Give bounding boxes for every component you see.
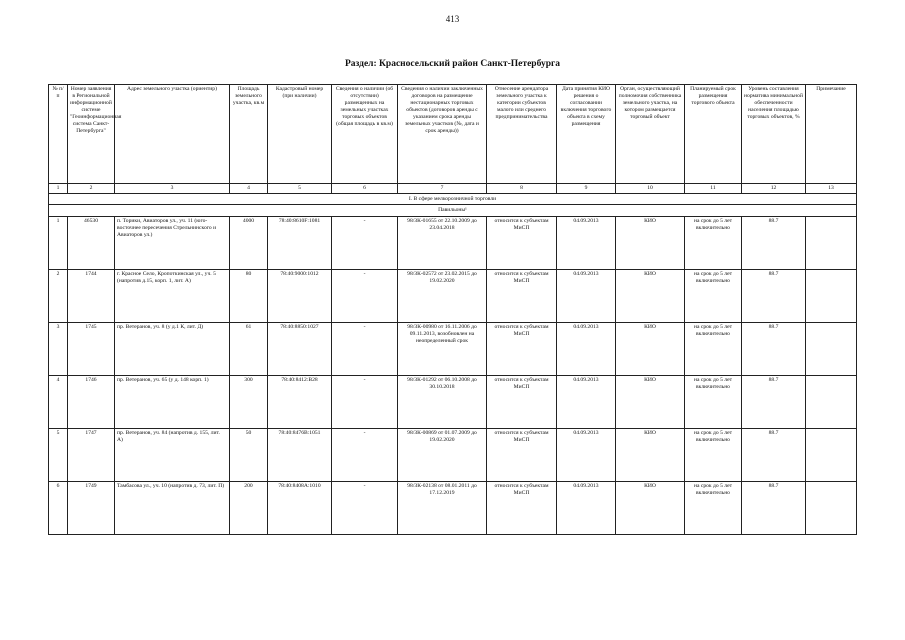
header-cell: Примечание xyxy=(806,85,857,184)
cell-contract: 98/ЗК-01292 от 06.10.2008 до 30.10.2018 xyxy=(398,376,487,429)
header-cell: Кадастровый номер (при наличии) xyxy=(268,85,332,184)
column-number: 6 xyxy=(332,184,398,194)
page-number: 413 xyxy=(445,14,460,24)
cell-objects: - xyxy=(332,482,398,535)
cell-cadastral: 78:40:8850:1027 xyxy=(268,323,332,376)
header-cell: Орган, осуществляющий полномочия собственника земельного участка, на котором размещается торговый объект xyxy=(616,85,685,184)
cell-objects: - xyxy=(332,376,398,429)
cell-objects: - xyxy=(332,323,398,376)
header-cell: № п/п xyxy=(49,85,68,184)
cell-date: 04.09.2013 xyxy=(557,217,616,270)
cell-sme: относится к субъектам МиСП xyxy=(487,482,557,535)
cell-area: 200 xyxy=(230,482,268,535)
cell-address: Тамбасова ул., уч. 10 (напротив д. 73, лит. П) xyxy=(115,482,230,535)
cell-note xyxy=(806,376,857,429)
column-number: 5 xyxy=(268,184,332,194)
cell-sme: относится к субъектам МиСП xyxy=(487,270,557,323)
cell-level: 88.7 xyxy=(742,217,806,270)
table-row xyxy=(49,482,857,535)
cell-application: 1749 xyxy=(68,482,115,535)
cell-cadastral: 78:40:8610F:1081 xyxy=(268,217,332,270)
cell-date: 04.09.2013 xyxy=(557,429,616,482)
header-cell: Сведения о наличии (об отсутствии) размещенных на земельных участках торговых объектов (общая площадь в кв.м) xyxy=(332,85,398,184)
cell-level: 88.7 xyxy=(742,270,806,323)
cell-date: 04.09.2013 xyxy=(557,482,616,535)
cell-term: на срок до 5 лет включительно xyxy=(685,376,742,429)
column-number: 3 xyxy=(115,184,230,194)
header-cell: Номер заявления в Региональной информационной системе "Геоинформационная система Санкт-Петербурга" xyxy=(68,85,115,184)
cell-area: 80 xyxy=(230,270,268,323)
cell-number: 6 xyxy=(49,482,68,535)
cell-contract: 98/ЗК-02572 от 23.02.2015 до 19.02.2020 xyxy=(398,270,487,323)
header-cell: Площадь земельного участка, кв.м xyxy=(230,85,268,184)
cell-term: на срок до 5 лет включительно xyxy=(685,217,742,270)
header-cell: Дата принятия КИО решения о согласовании включения торгового объекта в схему размещения xyxy=(557,85,616,184)
cell-level: 88.7 xyxy=(742,376,806,429)
cell-objects: - xyxy=(332,270,398,323)
column-number-row xyxy=(49,184,857,194)
cell-cadastral: 78:40:9000:1012 xyxy=(268,270,332,323)
cell-area: 4000 xyxy=(230,217,268,270)
cell-note xyxy=(806,429,857,482)
table-row xyxy=(49,429,857,482)
cell-term: на срок до 5 лет включительно xyxy=(685,482,742,535)
cell-term: на срок до 5 лет включительно xyxy=(685,270,742,323)
header-cell: Адрес земельного участка (ориентир) xyxy=(115,85,230,184)
cell-cadastral: 78:40:8412:B28 xyxy=(268,376,332,429)
cell-cadastral: 78:40:8476В:1051 xyxy=(268,429,332,482)
column-number: 11 xyxy=(685,184,742,194)
cell-contract: 98/ЗК-00869 от 01.07.2009 до 19.02.2020 xyxy=(398,429,487,482)
table-row xyxy=(49,270,857,323)
page-title: Раздел: Красносельский район Санкт-Петербурга xyxy=(344,59,561,69)
cell-number: 1 xyxy=(49,217,68,270)
header-cell: Уровень составления норматива минимальной обеспеченности населения площадью торговых объектов, % xyxy=(742,85,806,184)
cell-objects: - xyxy=(332,217,398,270)
cell-area: 300 xyxy=(230,376,268,429)
cell-term: на срок до 5 лет включительно xyxy=(685,429,742,482)
cell-note xyxy=(806,217,857,270)
cell-level: 88.7 xyxy=(742,482,806,535)
cell-objects: - xyxy=(332,429,398,482)
column-number: 12 xyxy=(742,184,806,194)
cell-address: пр. Ветеранов, уч. 84 (напротив д. 155, лит. А) xyxy=(115,429,230,482)
cell-term: на срок до 5 лет включительно xyxy=(685,323,742,376)
cell-date: 04.09.2013 xyxy=(557,323,616,376)
cell-cadastral: 78:40:8408А:1010 xyxy=(268,482,332,535)
cell-application: 1747 xyxy=(68,429,115,482)
section-title: I. В сфере мелкорозничной торговли xyxy=(49,194,857,205)
section-subtitle: Павильоны¹ xyxy=(49,205,857,217)
cell-organ: КИО xyxy=(616,270,685,323)
cell-organ: КИО xyxy=(616,482,685,535)
column-number: 4 xyxy=(230,184,268,194)
cell-number: 4 xyxy=(49,376,68,429)
cell-number: 3 xyxy=(49,323,68,376)
cell-organ: КИО xyxy=(616,323,685,376)
cell-note xyxy=(806,270,857,323)
cell-application: 1744 xyxy=(68,270,115,323)
column-number: 7 xyxy=(398,184,487,194)
header-cell: Сведения о наличии заключенных договоров на размещение нестационарных торговых объектов (договоров аренды с указанием срока аренды земельных участков (№, дата и срок аренды)) xyxy=(398,85,487,184)
cell-address: пр. Ветеранов, уч. 8 (у д.1 К, лит. Д) xyxy=(115,323,230,376)
cell-note xyxy=(806,323,857,376)
cell-organ: КИО xyxy=(616,429,685,482)
column-number: 1 xyxy=(49,184,68,194)
cell-organ: КИО xyxy=(616,376,685,429)
column-number: 8 xyxy=(487,184,557,194)
cell-number: 5 xyxy=(49,429,68,482)
cell-note xyxy=(806,482,857,535)
column-number: 9 xyxy=(557,184,616,194)
cell-address: г. Красное Село, Кропоткинская ул., уч. 5 (напротив д.15, корп. 1, лит. А) xyxy=(115,270,230,323)
cell-contract: 98/ЗК-00980 от 16.11.2006 до 09.11.2013, возобновлен на неопределенный срок xyxy=(398,323,487,376)
cell-address: пр. Ветеранов, уч. 65 (у д. 148 корп. 1) xyxy=(115,376,230,429)
cell-address: п. Торики, Авиаторов ул., уч. 11 (юго-восточнее пересечения Стрельнинского и Авиаторов ул.) xyxy=(115,217,230,270)
cell-application: 1746 xyxy=(68,376,115,429)
section-row xyxy=(49,194,857,205)
header-cell: Отнесение арендатора земельного участка к категории субъектов малого или среднего предпринимательства xyxy=(487,85,557,184)
table-row xyxy=(49,217,857,270)
cell-level: 88.7 xyxy=(742,323,806,376)
cell-contract: 98/ЗК-01655 от 22.10.2009 до 23.04.2018 xyxy=(398,217,487,270)
cell-date: 04.09.2013 xyxy=(557,376,616,429)
column-number: 13 xyxy=(806,184,857,194)
register-table xyxy=(48,84,857,535)
table-row xyxy=(49,376,857,429)
cell-level: 88.7 xyxy=(742,429,806,482)
cell-sme: относится к субъектам МиСП xyxy=(487,429,557,482)
header-row xyxy=(49,85,857,184)
cell-area: 61 xyxy=(230,323,268,376)
cell-organ: КИО xyxy=(616,217,685,270)
cell-application: 46530 xyxy=(68,217,115,270)
cell-area: 50 xyxy=(230,429,268,482)
cell-sme: относится к субъектам МиСП xyxy=(487,217,557,270)
subsection-row xyxy=(49,205,857,217)
cell-application: 1745 xyxy=(68,323,115,376)
cell-number: 2 xyxy=(49,270,68,323)
cell-date: 04.09.2013 xyxy=(557,270,616,323)
table-row xyxy=(49,323,857,376)
cell-sme: относится к субъектам МиСП xyxy=(487,323,557,376)
cell-contract: 98/ЗК-02138 от 08.01.2011 до 17.12.2019 xyxy=(398,482,487,535)
cell-sme: относится к субъектам МиСП xyxy=(487,376,557,429)
header-cell: Планируемый срок размещения торгового объекта xyxy=(685,85,742,184)
column-number: 10 xyxy=(616,184,685,194)
column-number: 2 xyxy=(68,184,115,194)
